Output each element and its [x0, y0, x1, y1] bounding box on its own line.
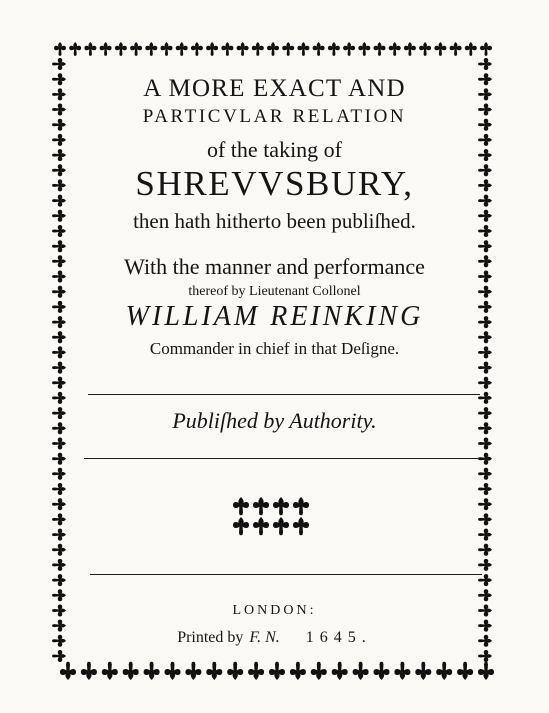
- lower-rule: [90, 574, 482, 575]
- subtitle-line-manner: With the manner and performance: [124, 254, 425, 279]
- imprint-year: 1645.: [305, 629, 372, 646]
- author-role: Commander in chief in that Deſigne.: [149, 339, 400, 358]
- imprint-printer-initials: F. N.: [249, 629, 280, 646]
- fleuron-cluster: [226, 492, 316, 538]
- title-line-a-more-exact: A MORE EXACT AND: [143, 75, 406, 102]
- authority-line: Publiſhed by Authority.: [172, 408, 377, 433]
- author-name: WILLIAM REINKING: [125, 301, 424, 332]
- subtitle-line-lieutenant: thereof by Lieutenant Collonel: [188, 284, 361, 299]
- imprint-printer-line: [0, 630, 549, 646]
- imprint-printed-by: Printed by: [177, 629, 244, 646]
- imprint-place: LONDON:: [232, 603, 317, 618]
- title-line-shrewsbury: SHREVVSBURY,: [135, 164, 414, 203]
- title-line-of-the-taking: of the taking of: [206, 137, 343, 162]
- upper-rule: [88, 394, 480, 395]
- title-line-published: then hath hitherto been publiſhed.: [133, 209, 416, 233]
- title-line-particular-relation: PARTICVLAR RELATION: [142, 106, 407, 127]
- middle-rule: [84, 458, 478, 459]
